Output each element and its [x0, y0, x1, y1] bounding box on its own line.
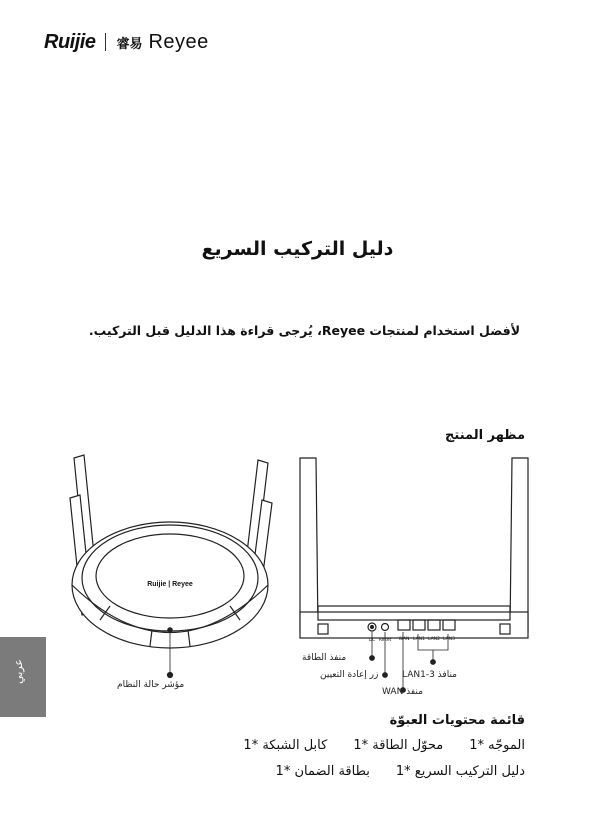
logo-cn-mark: 睿易 — [116, 36, 143, 52]
dc-port-text: DC — [368, 638, 376, 643]
wan-port-text: WAN — [398, 637, 410, 642]
wan-port-label: منفذ WAN — [382, 687, 423, 697]
logo-divider — [105, 33, 106, 51]
package-row-1 — [243, 738, 525, 753]
package-item-router: الموجّه *1 — [469, 738, 525, 753]
router-top-view — [70, 455, 272, 678]
package-row-2 — [276, 764, 525, 779]
language-tab-label: عربي — [12, 659, 25, 684]
lan1-port-text: LAN1 — [413, 637, 425, 642]
product-illustration — [0, 450, 595, 710]
package-item-cable: كابل الشبكة *1 — [243, 738, 328, 753]
reset-port-text: Reset — [378, 638, 392, 643]
ruijie-logo: Ruijie — [44, 30, 96, 53]
language-tab — [0, 637, 46, 717]
status-led-label: مؤشر حالة النظام — [117, 680, 185, 690]
reset-button-label: زر إعادة التعيين — [320, 670, 379, 680]
appearance-heading: مظهر المنتج — [445, 428, 525, 443]
package-item-adapter: محوّل الطاقة *1 — [353, 738, 444, 753]
power-port-label: منفذ الطاقة — [302, 653, 347, 663]
lan-ports-label: منافذ LAN1-3 — [402, 670, 457, 680]
package-item-guide: دليل التركيب السريع *1 — [395, 764, 525, 779]
lan2-port-text: LAN2 — [428, 637, 440, 642]
lan3-port-text: LAN3 — [443, 637, 455, 642]
package-item-warranty: بطاقة الضمان *1 — [275, 764, 370, 779]
page-title: دليل التركيب السريع — [201, 238, 394, 260]
device-logo-text: Ruijie | Reyee — [147, 581, 193, 588]
package-heading: قائمة محتويات العبوّة — [389, 713, 525, 728]
reyee-logo: Reyee — [148, 30, 209, 53]
intro-text: لأفضل استخدام لمنتجات Reyee، يُرجى قراءة هذا الدليل قبل التركيب. — [88, 323, 520, 338]
brand-logo — [44, 30, 209, 54]
